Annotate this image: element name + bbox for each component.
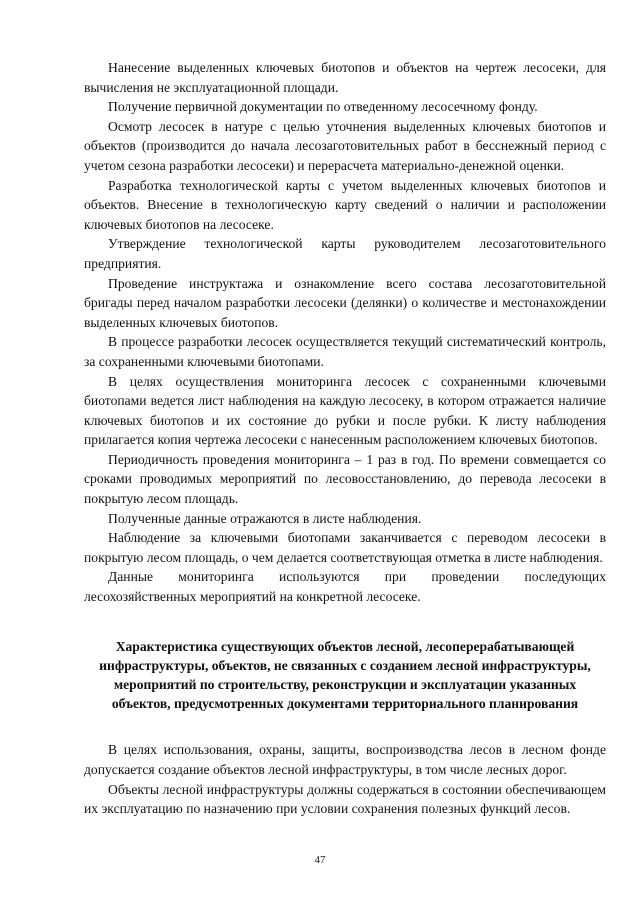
paragraph: В целях использования, охраны, защиты, воспроизводства лесов в лесном фонде допускается создание объектов лесной инфраструктуры, в том числе лесных дорог. xyxy=(84,742,606,778)
paragraph: В процессе разработки лесосек осуществляется текущий систематический контроль, за сохраненными ключевыми биотопами. xyxy=(84,334,606,369)
paragraph: Объекты лесной инфраструктуры должны содержаться в состоянии обеспечивающем их эксплуатацию по назначению при условии сохранения полезных функций лесов. xyxy=(84,781,606,817)
paragraph: Наблюдение за ключевыми биотопами заканчивается с переводом лесосеки в покрытую лесом площадь, о чем делается соответствующая отметка в листе наблюдения. xyxy=(84,530,606,565)
paragraph: В целях осуществления мониторинга лесосек с сохраненными ключевыми биотопами ведется лист наблюдения на каждую лесосеку, в котором отражается наличие ключевых биотопов и их состояние до рубки и после рубки. К листу наблюдения прилагается копия чертежа лесосеки с нанесенным расположением ключевых биотопов. xyxy=(84,373,606,448)
section-heading: Характеристика существующих объектов лесной, лесоперерабатывающей инфраструктуры, объектов, не связанных с созданием лесной инфраструктуры, мероприятий по строительству, реконструкции и эксплуатации указанных объектов, предусмотренных документами территориального планирования xyxy=(99,638,591,712)
paragraph: Нанесение выделенных ключевых биотопов и объектов на чертеж лесосеки, для вычисления не эксплуатационной площади. xyxy=(84,60,606,95)
paragraph: Утверждение технологической карты руководителем лесозаготовительного предприятия. xyxy=(84,236,606,271)
paragraph: Периодичность проведения мониторинга – 1 раз в год. По времени совмещается со сроками проводимых мероприятий по лесовосстановлению, до перевода лесосеки в покрытую лесом площадь. xyxy=(84,451,606,507)
paragraph: Данные мониторинга используются при проведении последующих лесохозяйственных мероприятий на конкретной лесосеке. xyxy=(84,569,606,605)
paragraph: Полученные данные отражаются в листе наблюдения. xyxy=(108,510,422,526)
paragraph: Получение первичной документации по отведенному лесосечному фонду. xyxy=(108,99,538,115)
paragraph: Разработка технологической карты с учетом выделенных ключевых биотопов и объектов. Внесение в технологическую карту сведений о наличии и расположении ключевых биотопов на лесосеке. xyxy=(84,177,606,232)
document-page xyxy=(84,58,606,819)
paragraph: Проведение инструктажа и ознакомление всего состава лесозаготовительной бригады перед началом разработки лесосеки (делянки) о количестве и местонахождении выделенных ключевых биотопов. xyxy=(84,275,606,330)
paragraph: Осмотр лесосек в натуре с целью уточнения выделенных ключевых биотопов и объектов (производится до начала лесозаготовительных работ в бесснежный период с учетом сезона разработки лесосеки) и перерасчета материально-денежной оценки. xyxy=(84,118,606,173)
page-number: 47 xyxy=(314,854,326,866)
